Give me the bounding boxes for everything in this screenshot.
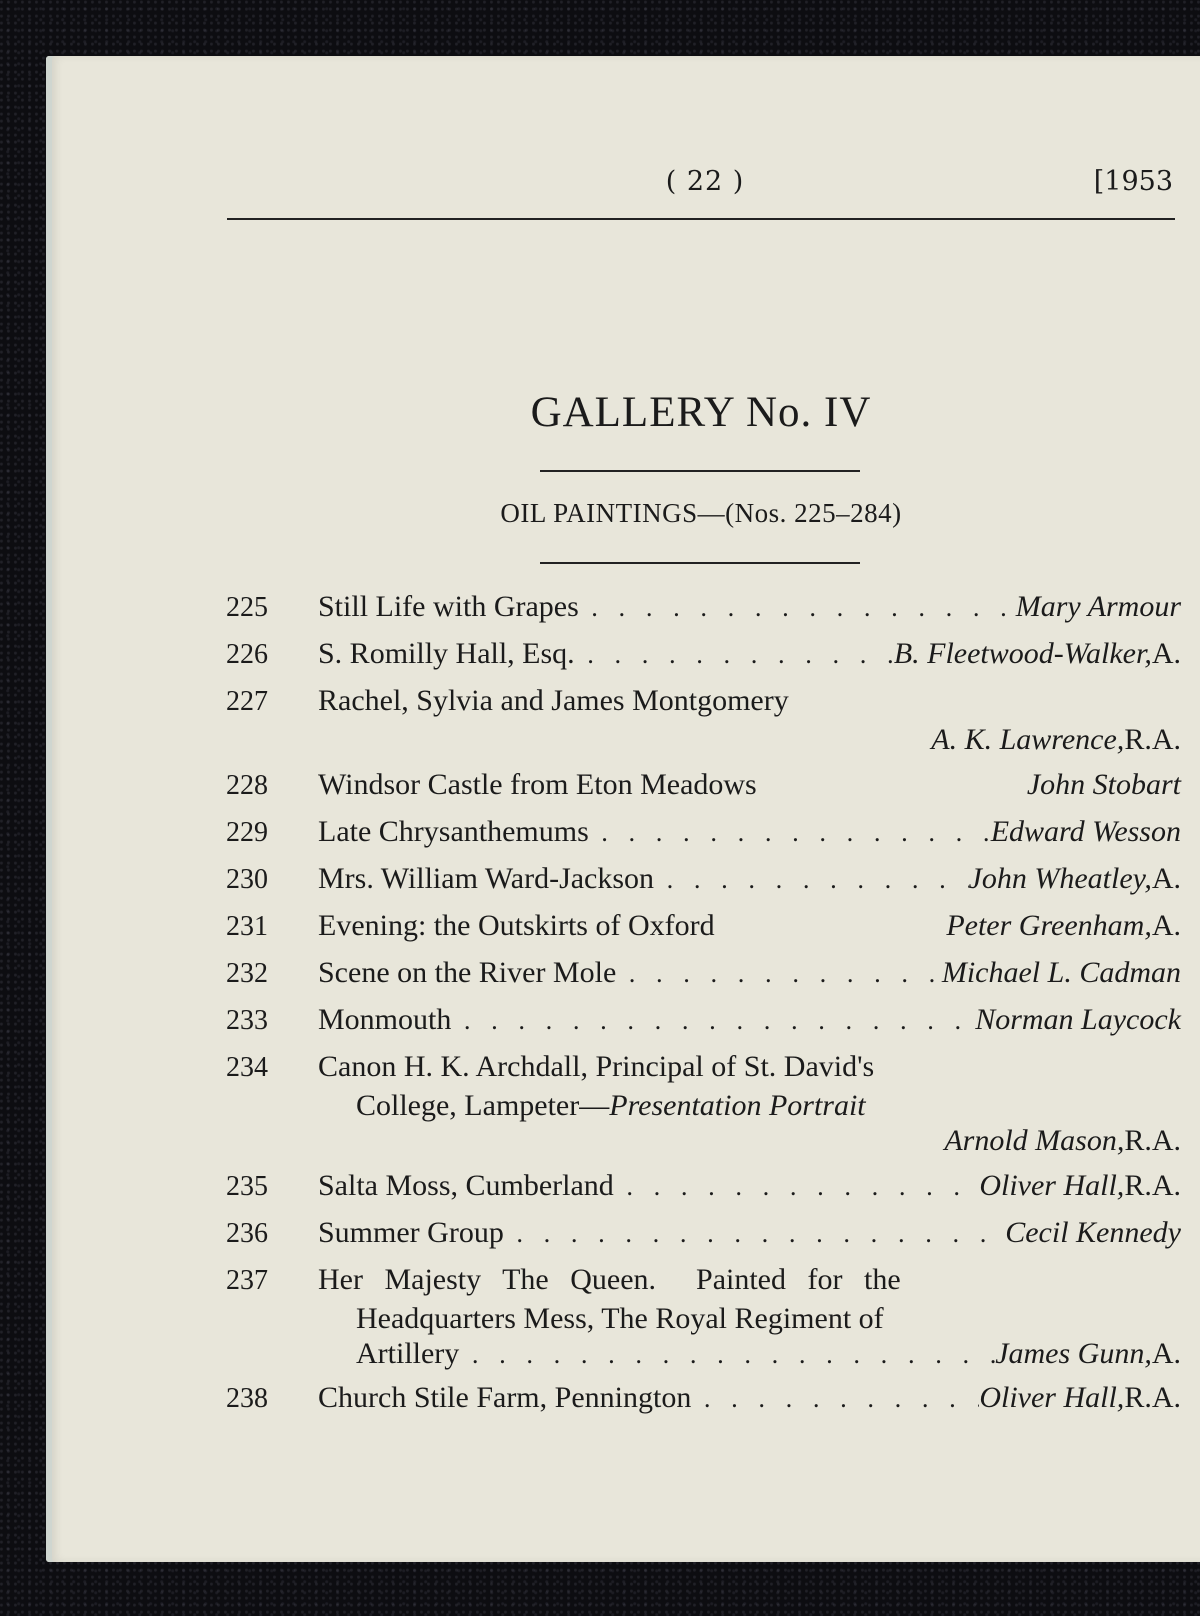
entry-number: 227 xyxy=(226,686,268,717)
subtitle-rule xyxy=(540,562,860,564)
title-note: Presentation Portrait xyxy=(609,1089,866,1122)
year-label: [1953 xyxy=(1093,166,1173,197)
list-item xyxy=(226,815,1181,854)
painting-title: Her Majesty The Queen. xyxy=(318,1263,657,1296)
entry-number: 234 xyxy=(226,1052,268,1083)
artist-honour: A. xyxy=(1151,862,1181,895)
entry-number: 233 xyxy=(226,1005,268,1036)
title-rule xyxy=(540,470,860,472)
entry-number: 238 xyxy=(226,1383,268,1414)
painting-title: Evening: the Outskirts of Oxford xyxy=(318,909,715,942)
leader-dots xyxy=(504,1220,1005,1248)
leader-dots xyxy=(459,1341,995,1369)
entry-number: 231 xyxy=(226,911,268,942)
painting-title: Still Life with Grapes xyxy=(318,590,579,623)
artist-name: Michael L. Cadman xyxy=(941,956,1181,989)
painting-title: Windsor Castle from Eton Meadows xyxy=(318,768,757,801)
entry-number: 229 xyxy=(226,817,268,848)
list-item xyxy=(226,590,1181,629)
artist-honour: A. xyxy=(1151,1337,1181,1370)
list-item xyxy=(226,862,1181,901)
painting-title: Mrs. William Ward-Jackson xyxy=(318,862,655,895)
title-continuation-text: College, Lampeter— xyxy=(356,1089,610,1122)
list-item xyxy=(226,684,1181,760)
artist-name: Peter Greenham, xyxy=(946,909,1152,942)
entry-list xyxy=(226,590,1181,1428)
title-continuation-line3: Artillery xyxy=(356,1337,460,1370)
artist-name: B. Fleetwood-Walker, xyxy=(893,637,1152,670)
painting-title: Summer Group xyxy=(318,1216,504,1249)
list-item xyxy=(226,1050,1181,1161)
artist-name: Edward Wesson xyxy=(990,815,1181,848)
artist-name: Oliver Hall, xyxy=(979,1169,1125,1202)
artist-name: Oliver Hall, xyxy=(979,1381,1125,1414)
list-item xyxy=(226,1263,1181,1373)
artist-name: Mary Armour xyxy=(1015,590,1181,623)
title-continuation xyxy=(226,1089,1181,1124)
artist-name: Cecil Kennedy xyxy=(1005,1216,1181,1249)
artist-name: John Stobart xyxy=(1026,768,1181,801)
entry-number: 226 xyxy=(226,639,268,670)
artist-honour: R.A. xyxy=(1124,1124,1181,1157)
artist-name: John Wheatley, xyxy=(968,862,1152,895)
gallery-title: GALLERY No. IV xyxy=(530,389,872,436)
entry-number: 230 xyxy=(226,864,268,895)
artist-name: Norman Laycock xyxy=(975,1003,1181,1036)
entry-number: 225 xyxy=(226,592,268,623)
artist-honour: R.A. xyxy=(1124,1169,1181,1202)
list-item xyxy=(226,1381,1181,1420)
artist-name: James Gunn, xyxy=(995,1337,1152,1370)
leader-dots xyxy=(579,594,1016,622)
leader-dots xyxy=(451,1007,975,1035)
leader-dots xyxy=(691,1385,979,1413)
entry-number: 235 xyxy=(226,1171,268,1202)
painting-title: Late Chrysanthemums xyxy=(318,815,589,848)
list-item xyxy=(226,768,1181,807)
list-item xyxy=(226,1169,1181,1208)
leader-dots xyxy=(654,866,968,894)
leader-dots xyxy=(614,1173,980,1201)
artist-name: A. K. Lawrence, xyxy=(931,723,1125,756)
painting-title: Church Stile Farm, Pennington xyxy=(318,1381,692,1414)
title-continuation: Headquarters Mess, The Royal Regiment of xyxy=(356,1302,884,1335)
entry-number: 228 xyxy=(226,770,268,801)
painting-title: Scene on the River Mole xyxy=(318,956,617,989)
entry-number: 237 xyxy=(226,1265,268,1296)
leader-dots xyxy=(616,960,942,988)
leader-dots xyxy=(575,641,894,669)
painting-title-rest: Painted for the xyxy=(696,1263,901,1296)
painting-title: Salta Moss, Cumberland xyxy=(318,1169,614,1202)
painting-title: Monmouth xyxy=(318,1003,452,1036)
entry-number: 236 xyxy=(226,1218,268,1249)
list-item xyxy=(226,956,1181,995)
list-item xyxy=(226,637,1181,676)
artist-honour: A. xyxy=(1151,909,1181,942)
artist-honour: R.A. xyxy=(1124,723,1181,756)
artist-name: Arnold Mason, xyxy=(944,1124,1125,1157)
entry-number: 232 xyxy=(226,958,268,989)
artist-honour: A. xyxy=(1151,637,1181,670)
list-item xyxy=(226,1216,1181,1255)
page-number: ( 22 ) xyxy=(665,166,745,197)
painting-title: S. Romilly Hall, Esq. xyxy=(318,637,575,670)
gallery-subtitle: OIL PAINTINGS—(Nos. 225–284) xyxy=(500,498,902,528)
artist-honour: R.A. xyxy=(1124,1381,1181,1414)
list-item xyxy=(226,1003,1181,1042)
painting-title: Rachel, Sylvia and James Montgomery xyxy=(318,684,789,717)
page-header xyxy=(227,166,1175,220)
list-item xyxy=(226,909,1181,948)
painting-title: Canon H. K. Archdall, Principal of St. David's xyxy=(318,1050,875,1083)
leader-dots xyxy=(589,819,991,847)
